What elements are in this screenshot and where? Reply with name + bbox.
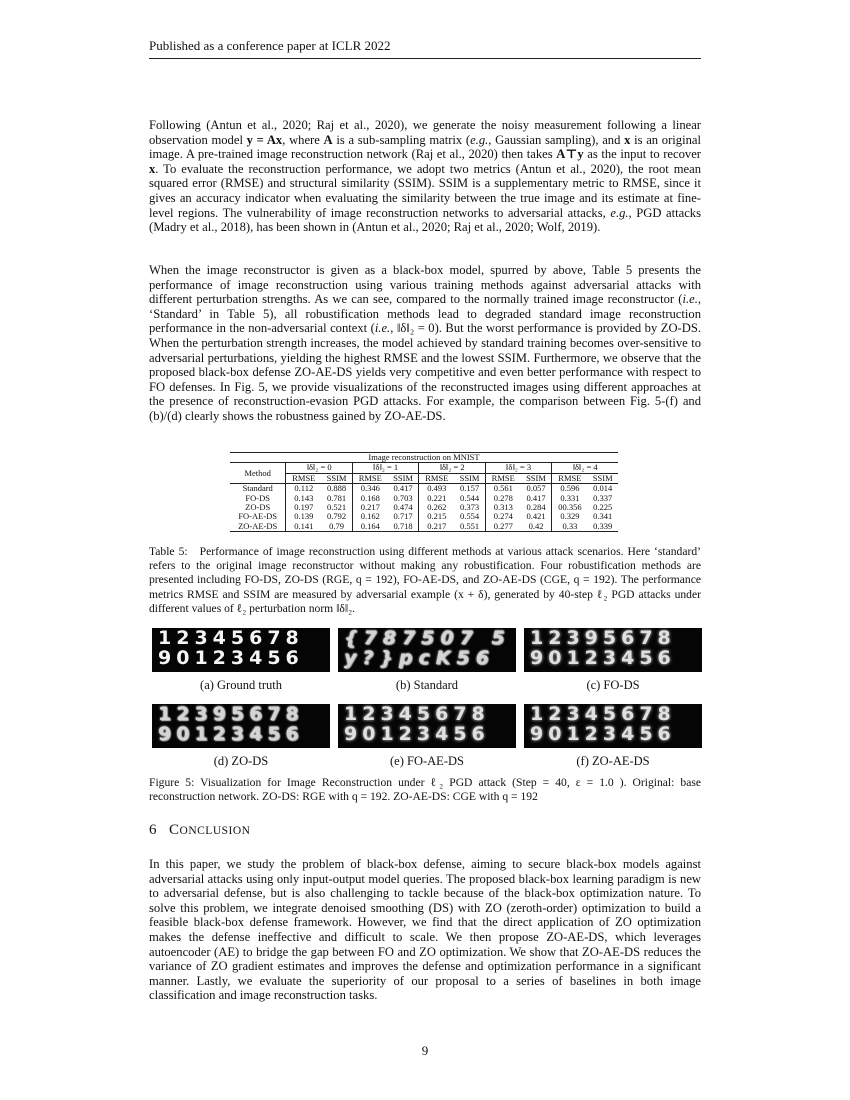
text-run-italic: e.g. <box>470 132 489 147</box>
equation-inline: y = Ax <box>246 132 283 147</box>
value-cell: 0.474 <box>388 503 419 512</box>
metric-header: RMSE <box>292 472 316 483</box>
digit-row: 90123456 <box>158 647 304 669</box>
digit-row: 12345678 <box>344 704 490 725</box>
value-cell: 0.717 <box>388 512 419 521</box>
method-cell: FO-DS <box>230 494 286 503</box>
digit-image-fo-ae-ds <box>338 704 516 748</box>
value-cell: 0.225 <box>593 502 613 513</box>
value-cell: 0.79 <box>321 522 352 532</box>
method-cell: Standard <box>230 484 286 494</box>
value-cell: 0.33 <box>562 520 578 531</box>
group-header: ‖δ‖₂ = 4 <box>552 463 618 473</box>
digit-row: {787507 5 <box>344 628 511 649</box>
text-run: . To evaluate the reconstruction performance, we adopt two metrics (Antun et al., 2020), the root mean squared error (RMSE) and structural similarity (SSIM). SSIM is a supplementary metric to RMSE, since it gives an accuracy indicator when evaluating the similarity between the true image and its estimate at fine-level regions. The vulnerability of image reconstruction networks to adversarial attacks, <box>149 161 701 220</box>
metric-header: RMSE <box>425 472 449 483</box>
value-cell: 0.215 <box>427 511 447 522</box>
value-cell: 0.221 <box>427 492 447 503</box>
value-cell: 0.544 <box>454 494 485 503</box>
table-row <box>230 512 618 521</box>
text-run: , Gaussian sampling), and <box>488 132 625 147</box>
subfigure-label: (d) ZO-DS <box>213 754 269 768</box>
method-cell: ZO-DS <box>230 503 286 512</box>
value-cell: 0.284 <box>521 503 552 512</box>
text-run: as the input to recover <box>583 147 701 162</box>
text-run: Following (Antun et al., 2020; Raj et al., 2020), we generate the noisy measurement following a linear observation model <box>149 118 701 147</box>
digit-image-zo-ae-ds <box>524 704 702 748</box>
subfigure-label: (a) Ground truth <box>200 678 282 692</box>
value-cell: 0.274 <box>493 511 513 522</box>
vector-symbol: x <box>624 132 631 147</box>
value-cell: 0.331 <box>560 492 580 503</box>
table-5-caption <box>149 545 701 616</box>
digit-row: y?}pcK56 <box>344 647 495 669</box>
paragraph-results <box>149 263 701 424</box>
group-header: ‖δ‖₂ = 1 <box>352 463 418 473</box>
table-5 <box>230 452 618 532</box>
subfigure-label: (b) Standard <box>395 678 459 692</box>
text-run: is an original image. A pre-trained image reconstruction network (Raj et al., 2020) then takes <box>149 132 701 162</box>
digit-row: 90123456 <box>344 723 490 745</box>
digit-image-zo-ds <box>152 704 330 748</box>
table-title: Image reconstruction on MNIST <box>230 453 618 463</box>
paragraph-intro <box>149 118 701 235</box>
digit-row: 12345678 <box>530 704 676 725</box>
section-title-rest: ONCLUSION <box>179 825 251 837</box>
metric-header: SSIM <box>521 473 552 483</box>
value-cell: 0.157 <box>454 484 485 494</box>
value-cell: 0.554 <box>454 512 485 521</box>
method-header: Method <box>230 463 286 484</box>
page-number: 9 <box>421 1043 429 1058</box>
value-cell: 0.217 <box>427 520 447 531</box>
digit-image-fo-ds <box>524 628 702 672</box>
digit-row: 12345678 <box>158 628 304 649</box>
text-run: is a sub-sampling matrix ( <box>332 132 471 147</box>
value-cell: 0.143 <box>294 492 314 503</box>
value-cell: 0.277 <box>493 520 513 531</box>
method-cell: FO-AE-DS <box>230 512 286 521</box>
value-cell: 0.596 <box>560 483 580 494</box>
value-cell: 00.356 <box>558 502 582 513</box>
metric-header: RMSE <box>491 472 515 483</box>
value-cell: 0.164 <box>360 520 380 531</box>
value-cell: 0.417 <box>521 494 552 503</box>
caption-text: Visualization for Image Reconstruction under ℓ₂ PGD attack (Step = 40, ε = 1.0 ). Original: base reconstruction network. ZO-DS: RGE with q = 192. ZO-AE-DS: CGE with q = 192 <box>149 776 702 804</box>
value-cell: 0.792 <box>321 512 352 521</box>
digit-row: 12395678 <box>158 704 304 725</box>
group-header: ‖δ‖₂ = 0 <box>286 463 352 473</box>
digit-row: 90123456 <box>158 723 304 745</box>
subfigure-label: (c) FO-DS <box>586 678 640 692</box>
text-run-italic: e.g. <box>610 205 629 220</box>
section-number: 6 <box>149 822 157 838</box>
value-cell: 0.337 <box>593 492 613 503</box>
value-cell: 0.551 <box>454 522 485 532</box>
value-cell: 0.278 <box>493 492 513 503</box>
text-run-italic: i.e. <box>374 321 391 336</box>
figure-5-caption <box>149 776 701 804</box>
caption-label: Table 5: <box>149 545 188 558</box>
value-cell: 0.341 <box>593 511 613 522</box>
equation-inline: A⊤y <box>556 147 584 162</box>
value-cell: 0.262 <box>427 502 447 513</box>
digit-row: 90123456 <box>530 647 676 669</box>
paragraph-conclusion: In this paper, we study the problem of black-box defense, aiming to secure black-box models against adversarial attacks using only input-output model queries. The proposed black-box learning paradigm is new to adversarial defense, but is also challenging to tackle because of the black-box optimization nature. To solve this problem, we integrate denoised smoothing (DS) with ZO (zeroth-order) optimization to build a feasible black-box defense framework. However, we find that the direct application of ZO optimization makes the defense ineffective and difficult to scale. We then propose ZO-AE-DS, which leverages autoencoder (AE) to bridge the gap between FO and ZO optimization. We show that ZO-AE-DS reduces the variance of ZO gradient estimates and improves the defense and optimization performance in a significant manner. Lastly, we evaluate the superiority of our proposal to a series of baselines in both image classification and image reconstruction tasks. <box>149 857 701 1003</box>
text-run: , PGD attacks (Madry et al., 2018), has been shown in (Antun et al., 2020; Raj et al., 2020; Wolf, 2019). <box>149 205 702 235</box>
digit-row: 12395678 <box>530 628 676 649</box>
value-cell: 0.168 <box>360 492 380 503</box>
digit-row: 90123456 <box>530 723 676 745</box>
text-run: , where <box>282 132 324 147</box>
value-cell: 0.417 <box>388 484 419 494</box>
metric-header: SSIM <box>454 473 485 483</box>
value-cell: 0.703 <box>388 494 419 503</box>
value-cell: 0.521 <box>321 503 352 512</box>
value-cell: 0.493 <box>427 483 447 494</box>
text-run: , ‘Standard’ in Table 5), all robustification methods lead to degraded standard image reconstruction performance in the non-adversarial context ( <box>149 292 701 336</box>
metric-header: RMSE <box>358 472 382 483</box>
value-cell: 0.421 <box>521 512 552 521</box>
method-cell: ZO-AE-DS <box>230 522 286 532</box>
metric-header: SSIM <box>592 472 613 483</box>
value-cell: 0.139 <box>294 511 314 522</box>
text-run: When the image reconstructor is given as a black-box model, spurred by above, Table 5 presents the performance of image reconstruction using various training methods against adversarial attacks with different perturbation strengths. As we can see, compared to the normally trained image reconstructor ( <box>149 263 701 307</box>
value-cell: 0.313 <box>493 502 513 513</box>
running-header: Published as a conference paper at ICLR 2022 <box>149 38 701 59</box>
group-header: ‖δ‖₂ = 3 <box>485 463 551 473</box>
value-cell: 0.339 <box>593 520 613 531</box>
reconstruction-table <box>230 452 618 532</box>
value-cell: 0.112 <box>294 483 314 494</box>
metric-header: RMSE <box>558 472 582 483</box>
text-run-italic: i.e. <box>682 292 698 307</box>
caption-label: Figure 5: <box>149 776 195 789</box>
value-cell: 0.346 <box>360 483 380 494</box>
metric-header: SSIM <box>388 473 419 483</box>
value-cell: 0.162 <box>360 511 380 522</box>
digit-image-ground-truth <box>152 628 330 672</box>
section-heading <box>149 822 250 839</box>
value-cell: 0.561 <box>493 483 513 494</box>
value-cell: 0.014 <box>593 483 613 494</box>
digit-image-standard <box>338 628 516 672</box>
caption-text: Performance of image reconstruction using different methods at various attack scenarios. Here ‘standard’ refers to the original image reconstructor without making any robustification. Four robustification methods are presented including FO-DS, ZO-DS (RGE, q = 192), FO-AE-DS, and ZO-AE-DS (CGE, q = 192). The performance metrics RMSE and SSIM are measured by adversarial example (x + δ), generated by 40-step ℓ₂ PGD attacks under different values of ℓ₂ perturbation norm ‖δ‖₂. <box>149 545 702 615</box>
group-header: ‖δ‖₂ = 2 <box>419 463 485 473</box>
value-cell: 0.42 <box>521 522 552 532</box>
metric-header: SSIM <box>321 473 352 483</box>
value-cell: 0.141 <box>294 520 314 531</box>
subfigure-label: (e) FO-AE-DS <box>390 754 464 768</box>
value-cell: 0.057 <box>521 484 552 494</box>
value-cell: 0.781 <box>321 494 352 503</box>
value-cell: 0.718 <box>388 522 419 532</box>
section-title-initial: C <box>169 822 180 838</box>
value-cell: 0.217 <box>360 502 380 513</box>
value-cell: 0.373 <box>454 503 485 512</box>
value-cell: 0.888 <box>321 484 352 494</box>
vector-symbol: x <box>149 161 156 176</box>
subfigure-label: (f) ZO-AE-DS <box>576 754 650 768</box>
value-cell: 0.197 <box>294 502 314 513</box>
matrix-symbol: A <box>323 132 333 147</box>
value-cell: 0.329 <box>560 511 580 522</box>
table-row <box>230 522 618 532</box>
text-run: , ‖δ‖₂ = 0). But the worst performance is provided by ZO-DS. When the perturbation strength increases, the model achieved by standard training becomes over-sensitive to adversarial perturbations, yielding the highest RMSE and the lowest SSIM. Furthermore, we observe that the proposed black-box defense ZO-AE-DS yields very competitive and even better performance with respect to FO defenses. In Fig. 5, we provide visualizations of the reconstructed images using different approaches at the presence of reconstruction-evasion PGD attacks. For example, the comparison between Fig. 5-(f) and (b)/(d) clearly shows the robustness gained by ZO-AE-DS. <box>149 321 701 423</box>
